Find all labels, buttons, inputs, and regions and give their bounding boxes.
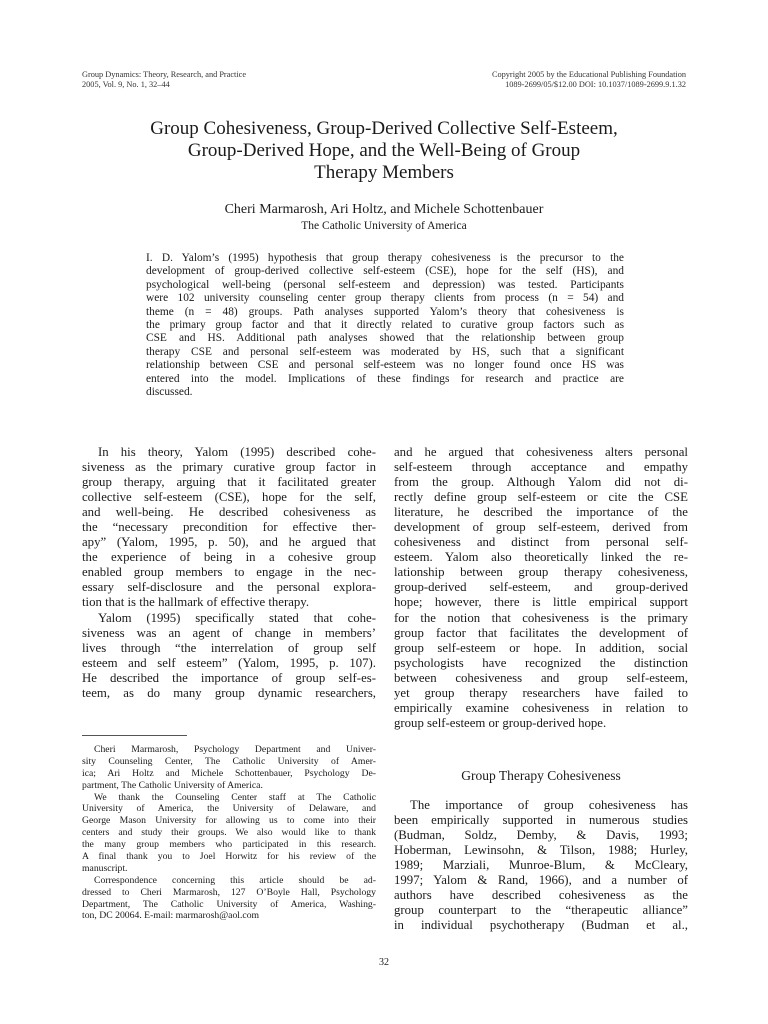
footnote-line: sity Counseling Center, The Catholic University of Amer- (82, 755, 376, 767)
body-line: He described the importance of group self-es- (82, 670, 376, 685)
body-line: in individual psychotherapy (Budman et al., (394, 918, 688, 933)
abstract-line: psychological well-being (personal self-esteem and depression) was tested. Participants (146, 278, 624, 291)
footnote-line: A final thank you to Joel Horwitz for his review of the (82, 851, 376, 863)
body-line: group self-esteem or group-derived hope. (394, 715, 607, 730)
journal-volume: 2005, Vol. 9, No. 1, 32–44 (82, 80, 170, 89)
body-line: siveness as the primary curative group factor in (82, 460, 376, 475)
footnote-line: manuscript. (82, 862, 128, 874)
abstract (146, 252, 624, 399)
footnote-line: dressed to Cheri Marmarosh, 127 O’Boyle Hall, Psychology (82, 886, 376, 898)
copyright-notice (492, 70, 686, 90)
abstract-line: the primary group factor and that it directly related to curative group factors such as (146, 318, 624, 331)
body-line: from the group. Although Yalom did not di- (394, 475, 688, 490)
abstract-line: development of group-derived collective self-esteem (CSE), hope for the self (HS), and (146, 265, 624, 278)
footnote-line: partment, The Catholic University of America. (82, 779, 263, 791)
section-body (394, 798, 688, 933)
body-line: Hoberman, Lewinsohn, & Tilson, 1988; Hurley, (394, 843, 688, 858)
body-line: and well-being. He described cohesiveness as (82, 505, 376, 520)
body-line: group counterpart to the “therapeutic alliance” (394, 903, 688, 918)
body-line: Yalom (1995) specifically stated that cohe- (98, 610, 376, 625)
body-line: The importance of group cohesiveness has (410, 798, 688, 812)
footnote-line: Cheri Marmarosh, Psychology Department and Univer- (94, 744, 376, 755)
abstract-line: were 102 university counseling center group therapy clients from process (n = 54) and (146, 292, 624, 305)
body-line: lives through “the interrelation of group self (82, 640, 376, 655)
body-line: group factor that facilitates the development of (394, 625, 688, 640)
journal-citation (82, 70, 246, 90)
body-line: group therapy, arguing that it facilitated greater (82, 475, 376, 490)
body-line: collective self-esteem (CSE), hope for the self, (82, 490, 376, 505)
body-line: cohesiveness and distinct from personal self- (394, 535, 688, 550)
body-line: siveness was an agent of change in members’ (82, 625, 376, 640)
title-line: Group Cohesiveness, Group-Derived Collective Self-Esteem, (150, 118, 618, 139)
body-line: essary self-disclosure and the personal explora- (82, 580, 376, 595)
body-line: lationship between group therapy cohesiveness, (394, 565, 688, 580)
body-line: In his theory, Yalom (1995) described cohe- (98, 445, 376, 459)
abstract-line: I. D. Yalom’s (1995) hypothesis that group therapy cohesiveness is the precursor to the (146, 252, 624, 264)
affiliation: The Catholic University of America (301, 220, 467, 232)
body-line: enabled group members to engage in the nec- (82, 565, 376, 580)
author-note (82, 744, 376, 922)
abstract-line: discussed. (146, 385, 193, 398)
author-list: Cheri Marmarosh, Ari Holtz, and Michele Schottenbauer (224, 202, 544, 217)
abstract-line: relationship between CSE and personal self-esteem was no longer found once HS was (146, 359, 624, 372)
body-line: tion that is the hallmark of effective therapy. (82, 595, 310, 610)
abstract-line: entered into the model. Implications of these findings for research and practice are (146, 372, 624, 385)
body-line: group-derived self-esteem, and group-derived (394, 580, 688, 595)
body-line: the “necessary precondition for effective ther- (82, 520, 376, 535)
body-line: self-esteem through acceptance and empathy (394, 460, 688, 475)
footnote-line: George Mason University for allowing us to come into their (82, 815, 376, 827)
body-line: psychologists have recognized the distinction (394, 655, 688, 670)
journal-name: Group Dynamics: Theory, Research, and Practice (82, 70, 247, 79)
body-line: authors have described cohesiveness as the (394, 888, 688, 903)
page-number: 32 (379, 957, 389, 968)
footnote-line: We thank the Counseling Center staff at The Catholic (94, 791, 376, 803)
abstract-line: theme (n = 48) groups. Path analyses supported Yalom’s theory that cohesiveness is (146, 305, 624, 318)
body-line: teem, as do many group dynamic researchers, (82, 685, 376, 700)
body-line: group self-esteem or hope. In addition, social (394, 640, 688, 655)
footnote-line: Department, The Catholic University of America, Washing- (82, 898, 376, 910)
footnote-line: Correspondence concerning this article should be ad- (94, 874, 376, 886)
body-line: esteem. Yalom also theoretically linked the re- (394, 550, 688, 565)
section-heading: Group Therapy Cohesiveness (461, 768, 621, 783)
body-line: empirically examine cohesiveness in relation to (394, 700, 688, 715)
body-line: (Budman, Soldz, Demby, & Davis, 1993; (394, 828, 688, 843)
footnote-line: centers and study their groups. We also would like to thank (82, 827, 376, 839)
footnote-line: University of America, the University of Delaware, and (82, 803, 376, 815)
body-line: between cohesiveness and group self-esteem, (394, 670, 688, 685)
body-line: hope; however, there is little empirical support (394, 595, 688, 610)
body-line: been empirically supported in numerous studies (394, 813, 688, 828)
body-line: rectly define group self-esteem or cite the CSE (394, 490, 688, 505)
body-column-right (394, 445, 688, 731)
body-column-left (82, 445, 376, 701)
copyright-line: Copyright 2005 by the Educational Publishing Foundation (491, 70, 686, 79)
body-line: literature, he described the importance of the (394, 505, 688, 520)
body-line: apy” (Yalom, 1995, p. 50), and he argued that (82, 535, 376, 550)
footnote-line: ton, DC 20064. E-mail: marmarosh@aol.com (82, 910, 260, 922)
article-title (90, 118, 678, 184)
abstract-line: therapy CSE and personal self-esteem was moderated by HS, such that a significant (146, 345, 624, 358)
body-line: development of group self-esteem, derived from (394, 520, 688, 535)
footnote-line: ica; Ari Holtz and Michele Schottenbauer, Psychology De- (82, 767, 376, 779)
footnote-line: the many group members who participated in this research. (82, 839, 376, 851)
body-line: yet group therapy researchers have failed to (394, 685, 688, 700)
body-line: 1989; Marziali, Munroe-Blum, & McCleary, (394, 858, 688, 873)
title-line: Group-Derived Hope, and the Well-Being of Group (187, 140, 581, 161)
doi-line: 1089-2699/05/$12.00 DOI: 10.1037/1089-2699.9.1.32 (505, 80, 686, 89)
title-line: Therapy Members (314, 162, 454, 183)
body-line: esteem and self esteem” (Yalom, 1995, p. 107). (82, 655, 376, 670)
abstract-line: CSE and HS. Additional path analyses showed that the relationship between group (146, 332, 624, 345)
body-line: the experience of being in a cohesive group (82, 550, 376, 565)
body-line: 1997; Yalom & Rand, 1966), and a number of (394, 873, 688, 888)
footnote-divider (82, 735, 187, 736)
body-line: and he argued that cohesiveness alters personal (394, 445, 688, 459)
body-line: for the notion that cohesiveness is the primary (394, 610, 688, 625)
